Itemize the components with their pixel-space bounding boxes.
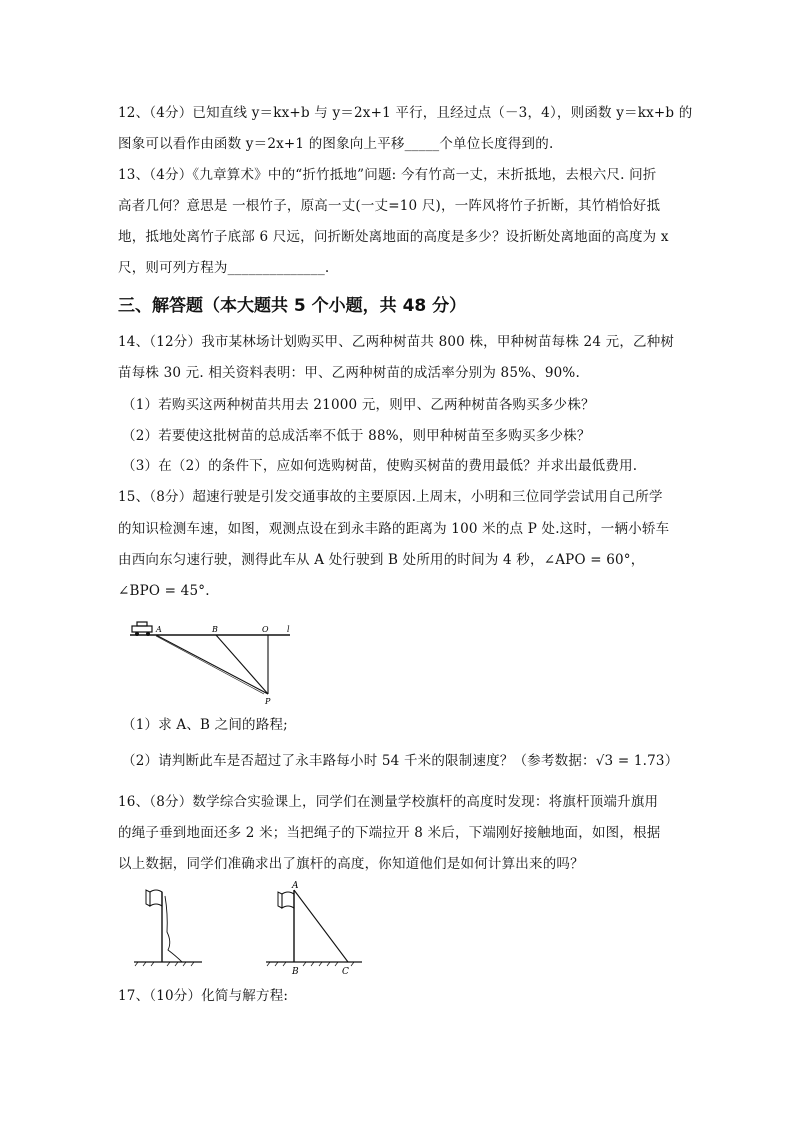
segment-ac bbox=[294, 890, 348, 962]
q17-line-1: 17、（10分）化简与解方程: bbox=[118, 988, 289, 1004]
q16-flagpole-rope-figure bbox=[132, 884, 208, 970]
q14-sub-1: （1）若购买这两种树苗共用去 21000 元，则甲、乙两种树苗各购买多少株？ bbox=[122, 397, 595, 413]
q14-line-1: 14、（12分）我市某林场计划购买甲、乙两种树苗共 800 株，甲种树苗每株 24 元，乙种树 bbox=[118, 334, 675, 350]
label-a: A bbox=[292, 881, 299, 891]
label-l: l bbox=[287, 625, 290, 634]
flag-icon bbox=[282, 892, 294, 908]
q15-sub-2: （2）请判断此车是否超过了永丰路每小时 54 千米的限制速度？（参考数据：√3 = 1.73） bbox=[122, 753, 679, 769]
section-3-heading: 三、解答题（本大题共 5 个小题，共 48 分） bbox=[118, 296, 467, 316]
q12-line-2: 图象可以看作由函数 y＝2x+1 的图象向上平移_____个单位长度得到的. bbox=[118, 136, 554, 152]
flag-icon bbox=[150, 890, 162, 906]
q16-line-2: 的绳子垂到地面还多 2 米；当把绳子的下端拉开 8 米后，下端刚好接触地面，如图，根据 bbox=[118, 825, 661, 841]
q13-line-2: 高者几何？意思是 一根竹子，原高一丈(一丈=10 尺)，一阵风将竹子折断，其竹梢恰好抵 bbox=[118, 198, 661, 214]
q16-line-3: 以上数据，同学们准确求出了旗杆的高度，你知道他们是如何计算出来的吗？ bbox=[118, 856, 584, 872]
q14-line-2: 苗每株 30 元. 相关资料表明：甲、乙两种树苗的成活率分别为 85%、90%. bbox=[118, 365, 580, 381]
q15-line-4: ∠BPO = 45°. bbox=[118, 583, 210, 599]
q16-line-1: 16、（8分）数学综合实验课上，同学们在测量学校旗杆的高度时发现：将旗杆顶端升旗用 bbox=[118, 794, 659, 810]
q13-line-4: 尺，则可列方程为______________. bbox=[118, 260, 330, 276]
q14-sub-3: （3）在（2）的条件下，应如何选购树苗，使购买树苗的费用最低？并求出最低费用. bbox=[122, 458, 638, 474]
segment-ap-shadow bbox=[156, 636, 264, 694]
q13-line-1: 13、（4分）《九章算术》中的“折竹抵地”问题: 今有竹高一丈，末折抵地，去根六尺. 问折 bbox=[118, 167, 657, 183]
label-b: B bbox=[292, 967, 299, 976]
label-c: C bbox=[342, 967, 349, 976]
q15-line-2: 的知识检测车速，如图，观测点设在到永丰路的距离为 100 米的点 P 处.这时，一辆小轿车 bbox=[118, 521, 670, 537]
segment-ap bbox=[156, 635, 268, 694]
q15-line-3: 由西向东匀速行驶，测得此车从 A 处行驶到 B 处所用的时间为 4 秒，∠APO = 60°， bbox=[118, 552, 645, 568]
q15-sub-1: （1）求 A、B 之间的路程; bbox=[122, 717, 288, 733]
label-p: P bbox=[265, 697, 271, 706]
rope bbox=[165, 896, 182, 962]
q15-road-figure bbox=[128, 618, 298, 706]
q12-line-1: 12、（4分）已知直线 y＝kx+b 与 y＝2x+1 平行，且经过点（－3，4），则函数 y＝kx+b 的 bbox=[118, 105, 693, 121]
q14-sub-2: （2）若要使这批树苗的总成活率不低于 88%，则甲种树苗至多购买多少株？ bbox=[122, 428, 591, 444]
segment-bp bbox=[216, 635, 268, 694]
label-a: A bbox=[156, 625, 162, 634]
label-b: B bbox=[212, 625, 218, 634]
car-icon bbox=[132, 622, 152, 636]
label-o: O bbox=[262, 625, 269, 634]
q13-line-3: 地，抵地处离竹子底部 6 尺远，问折断处离地面的高度是多少？设折断处离地面的高度为 x bbox=[118, 229, 669, 245]
q15-line-1: 15、（8分）超速行驶是引发交通事故的主要原因.上周末，小明和三位同学尝试用自己所学 bbox=[118, 489, 663, 505]
q16-triangle-figure bbox=[262, 878, 366, 976]
